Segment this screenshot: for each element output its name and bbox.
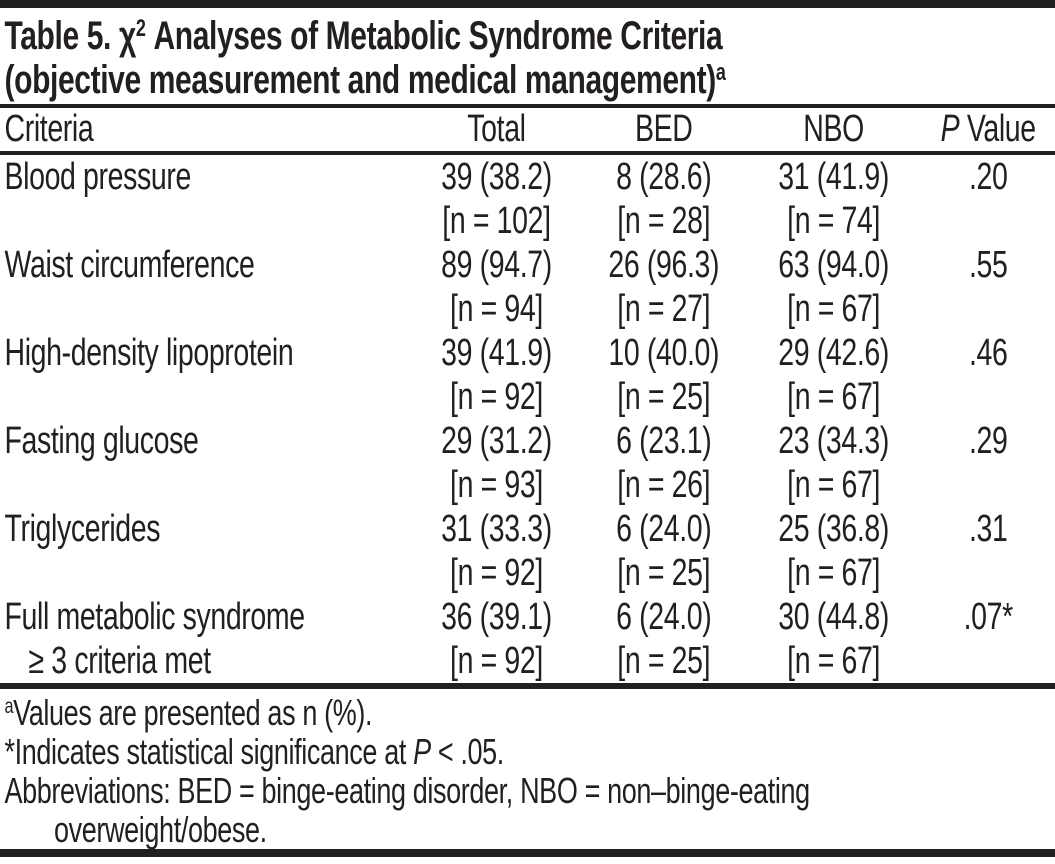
nbo-value: 29 (42.6) xyxy=(778,332,889,374)
title-text: Table 5. χ xyxy=(4,14,136,58)
p-value: .07* xyxy=(963,596,1013,638)
bed-n: [n = 28] xyxy=(617,200,711,242)
footnote-text: overweight/obese. xyxy=(54,809,267,850)
bed-value: 6 (24.0) xyxy=(616,596,712,638)
pvalue-cell xyxy=(921,243,1055,331)
value-label: Value xyxy=(959,108,1036,150)
p-value: .55 xyxy=(968,244,1008,286)
total-n: [n = 102] xyxy=(442,200,551,242)
nbo-cell xyxy=(746,243,921,331)
criteria-cell xyxy=(0,595,412,683)
pvalue-cell xyxy=(921,155,1055,243)
criteria-label: High-density lipoprotein xyxy=(4,332,294,374)
footnote-text: Abbreviations: BED = binge-eating disorder, NBO = non–binge-eating xyxy=(4,770,810,811)
title-text: Analyses of Metabolic Syndrome Criteria xyxy=(145,14,723,58)
nbo-n: [n = 67] xyxy=(787,288,881,330)
nbo-n: [n = 74] xyxy=(787,200,881,242)
nbo-value: 23 (34.3) xyxy=(778,420,889,462)
bed-value: 8 (28.6) xyxy=(616,156,712,198)
table-title-line2 xyxy=(5,58,1051,102)
col-header-nbo: NBO xyxy=(803,108,864,150)
table-row-triglycerides xyxy=(0,507,1055,595)
p-value: .20 xyxy=(968,156,1008,198)
footnote-abbreviations-line1 xyxy=(5,771,1051,810)
bed-n: [n = 27] xyxy=(617,288,711,330)
bed-cell xyxy=(581,331,746,419)
p-italic: P xyxy=(413,731,431,772)
bed-value: 6 (23.1) xyxy=(616,420,712,462)
col-header-bed: BED xyxy=(634,108,693,150)
criteria-label-line2: ≥ 3 criteria met xyxy=(28,640,211,682)
table-row-blood-pressure xyxy=(0,155,1055,243)
nbo-n: [n = 67] xyxy=(787,552,881,594)
criteria-label: Triglycerides xyxy=(4,508,161,550)
total-value: 29 (31.2) xyxy=(441,420,552,462)
table-title-line1 xyxy=(5,14,1051,58)
footnote-abbreviations-line2 xyxy=(5,810,1051,849)
footnote-text: < .05. xyxy=(430,731,504,772)
footnote-text: *Indicates statistical significance at xyxy=(4,731,414,772)
criteria-cell xyxy=(0,155,412,243)
pvalue-cell xyxy=(921,419,1055,507)
nbo-value: 31 (41.9) xyxy=(778,156,889,198)
criteria-label: Full metabolic syndrome xyxy=(4,596,305,638)
bed-cell xyxy=(581,595,746,683)
criteria-cell xyxy=(0,507,412,595)
criteria-label: Waist circumference xyxy=(4,244,255,286)
bed-n: [n = 25] xyxy=(617,640,711,682)
total-cell xyxy=(412,243,582,331)
bed-cell xyxy=(581,419,746,507)
bed-n: [n = 25] xyxy=(617,376,711,418)
total-cell xyxy=(412,331,582,419)
title-text: (objective measurement and medical management) xyxy=(4,58,716,102)
footnote-text: Values are presented as n (%). xyxy=(13,692,373,733)
criteria-label: Fasting glucose xyxy=(4,420,199,462)
footnote-marker-a: a xyxy=(715,58,726,86)
bed-n: [n = 26] xyxy=(617,464,711,506)
total-value: 89 (94.7) xyxy=(441,244,552,286)
total-cell xyxy=(412,419,582,507)
p-value: .46 xyxy=(968,332,1008,374)
table-title xyxy=(0,8,1055,104)
top-rule xyxy=(0,0,1055,8)
bed-cell xyxy=(581,243,746,331)
table-body xyxy=(0,155,1055,683)
table-row-waist-circumference xyxy=(0,243,1055,331)
nbo-cell xyxy=(746,419,921,507)
bed-value: 26 (96.3) xyxy=(608,244,720,286)
total-n: [n = 92] xyxy=(450,376,543,418)
criteria-cell xyxy=(0,419,412,507)
total-n: [n = 94] xyxy=(450,288,543,330)
total-cell xyxy=(412,595,582,683)
nbo-cell xyxy=(746,595,921,683)
col-header-total: Total xyxy=(467,108,526,150)
criteria-label: Blood pressure xyxy=(4,156,191,198)
total-n: [n = 92] xyxy=(450,552,543,594)
total-cell xyxy=(412,507,582,595)
table-row-full-metabolic-syndrome xyxy=(0,595,1055,683)
p-italic: P xyxy=(940,108,960,150)
nbo-n: [n = 67] xyxy=(787,464,881,506)
bed-cell xyxy=(581,507,746,595)
total-cell xyxy=(412,155,582,243)
nbo-cell xyxy=(746,507,921,595)
nbo-cell xyxy=(746,331,921,419)
total-value: 36 (39.1) xyxy=(441,596,552,638)
criteria-cell xyxy=(0,243,412,331)
total-value: 39 (41.9) xyxy=(441,332,552,374)
nbo-n: [n = 67] xyxy=(787,376,881,418)
table-row-fasting-glucose xyxy=(0,419,1055,507)
pvalue-cell xyxy=(921,595,1055,683)
bottom-rule xyxy=(0,849,1055,857)
footnote-marker-a: a xyxy=(4,693,14,719)
nbo-value: 30 (44.8) xyxy=(778,596,889,638)
footnotes xyxy=(0,689,1055,849)
bed-n: [n = 25] xyxy=(617,552,711,594)
nbo-value: 25 (36.8) xyxy=(778,508,889,550)
total-value: 31 (33.3) xyxy=(441,508,552,550)
col-header-criteria: Criteria xyxy=(4,108,94,150)
table-header-row xyxy=(0,108,1055,151)
total-n: [n = 92] xyxy=(450,640,543,682)
footnote-significance xyxy=(5,732,1051,771)
nbo-value: 63 (94.0) xyxy=(778,244,889,286)
p-value: .31 xyxy=(968,508,1008,550)
table-row-hdl xyxy=(0,331,1055,419)
footnote-values xyxy=(5,693,1051,732)
p-value: .29 xyxy=(968,420,1008,462)
bed-value: 10 (40.0) xyxy=(608,332,720,374)
col-header-pvalue xyxy=(921,108,1055,151)
criteria-cell xyxy=(0,331,412,419)
total-n: [n = 93] xyxy=(450,464,543,506)
pvalue-cell xyxy=(921,331,1055,419)
nbo-cell xyxy=(746,155,921,243)
total-value: 39 (38.2) xyxy=(441,156,552,198)
nbo-n: [n = 67] xyxy=(787,640,881,682)
bed-value: 6 (24.0) xyxy=(616,508,712,550)
pvalue-cell xyxy=(921,507,1055,595)
bed-cell xyxy=(581,155,746,243)
chi-squared-exponent: 2 xyxy=(135,14,146,42)
